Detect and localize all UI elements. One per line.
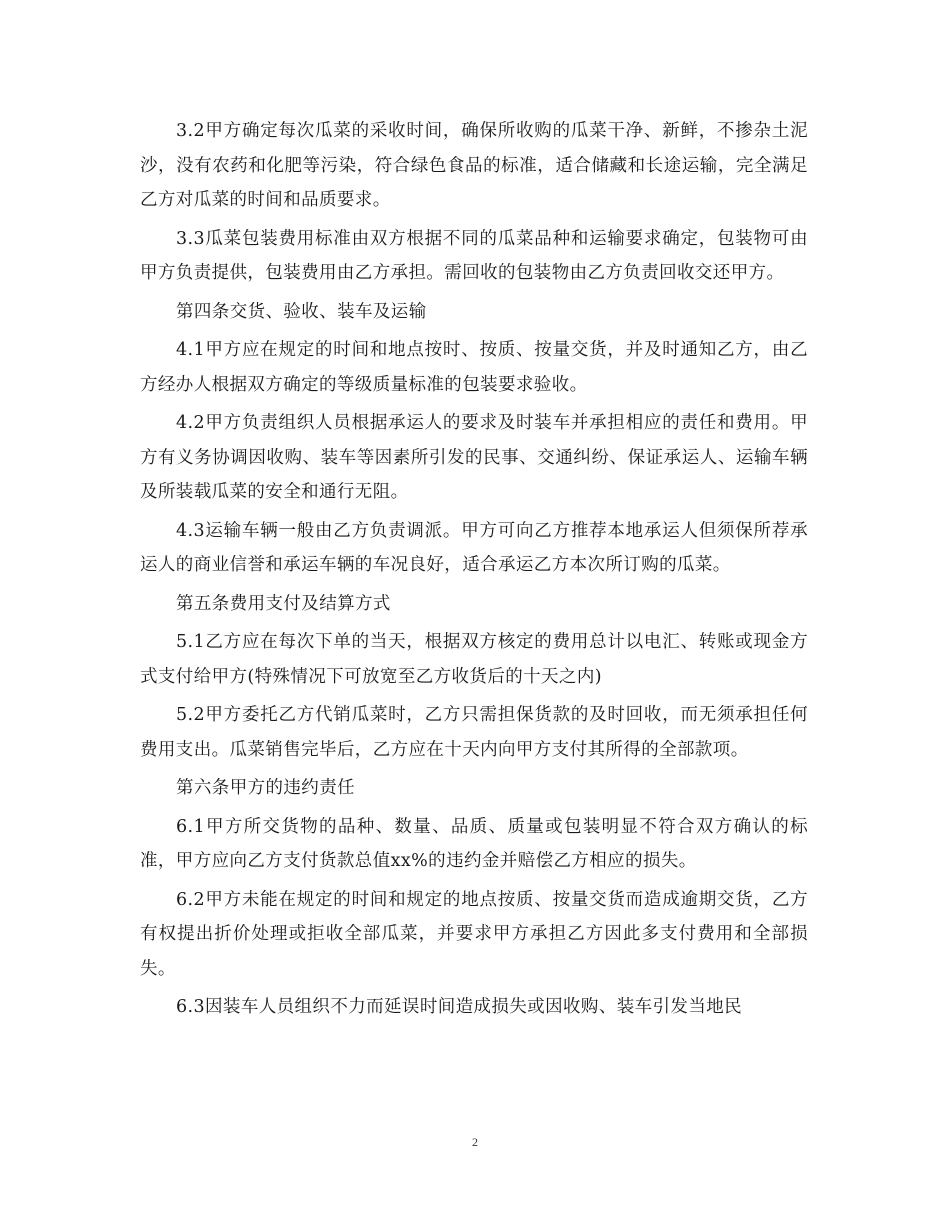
page-number: 2 bbox=[472, 1135, 478, 1149]
paragraph-5-2: 5.2甲方委托乙方代销瓜菜时，乙方只需担保货款的及时回收，而无须承担任何费用支出。瓜菜销售完毕后，乙方应在十天内向甲方支付其所得的全部款项。 bbox=[140, 705, 808, 760]
document-body bbox=[140, 114, 808, 1029]
paragraph-4-1: 4.1甲方应在规定的时间和地点按时、按质、按量交货，并及时通知乙方，由乙方经办人根据双方确定的等级质量标准的包装要求验收。 bbox=[140, 340, 808, 395]
paragraph-3-3: 3.3瓜菜包装费用标准由双方根据不同的瓜菜品种和运输要求确定，包装物可由甲方负责提供，包装费用由乙方承担。需回收的包装物由乙方负责回收交还甲方。 bbox=[140, 228, 808, 283]
paragraph-4-3: 4.3运输车辆一般由乙方负责调派。甲方可向乙方推荐本地承运人但须保所荐承运人的商业信誉和承运车辆的车况良好，适合承运乙方本次所订购的瓜菜。 bbox=[140, 520, 808, 575]
section-heading-article-5: 第五条费用支付及结算方式 bbox=[176, 593, 391, 614]
section-heading-article-6: 第六条甲方的违约责任 bbox=[176, 778, 355, 798]
paragraph-3-2: 3.2甲方确定每次瓜菜的采收时间，确保所收购的瓜菜干净、新鲜，不掺杂土泥沙，没有农药和化肥等污染，符合绿色食品的标准，适合储藏和长途运输，完全满足乙方对瓜菜的时间和品质要求。 bbox=[140, 121, 808, 210]
section-heading-article-4: 第四条交货、验收、装车及运输 bbox=[176, 301, 427, 322]
paragraph-6-1: 6.1甲方所交货物的品种、数量、品质、质量或包装明显不符合双方确认的标准，甲方应向乙方支付货款总值xx%的违约金并赔偿乙方相应的损失。 bbox=[140, 816, 808, 871]
paragraph-6-3: 6.3因装车人员组织不力而延误时间造成损失或因收购、装车引发当地民 bbox=[176, 997, 743, 1017]
paragraph-6-2: 6.2甲方未能在规定的时间和规定的地点按质、按量交货而造成逾期交货，乙方有权提出折价处理或拒收全部瓜菜，并要求甲方承担乙方因此多支付费用和全部损失。 bbox=[140, 889, 808, 979]
paragraph-4-2: 4.2甲方负责组织人员根据承运人的要求及时装车并承担相应的责任和费用。甲方有义务协调因收购、装车等因素所引发的民事、交通纠纷、保证承运人、运输车辆及所装载瓜菜的安全和通行无阻。 bbox=[140, 413, 808, 502]
paragraph-5-1: 5.1乙方应在每次下单的当天，根据双方核定的费用总计以电汇、转账或现金方式支付给甲方(特殊情况下可放宽至乙方收货后的十天之内) bbox=[140, 632, 808, 687]
